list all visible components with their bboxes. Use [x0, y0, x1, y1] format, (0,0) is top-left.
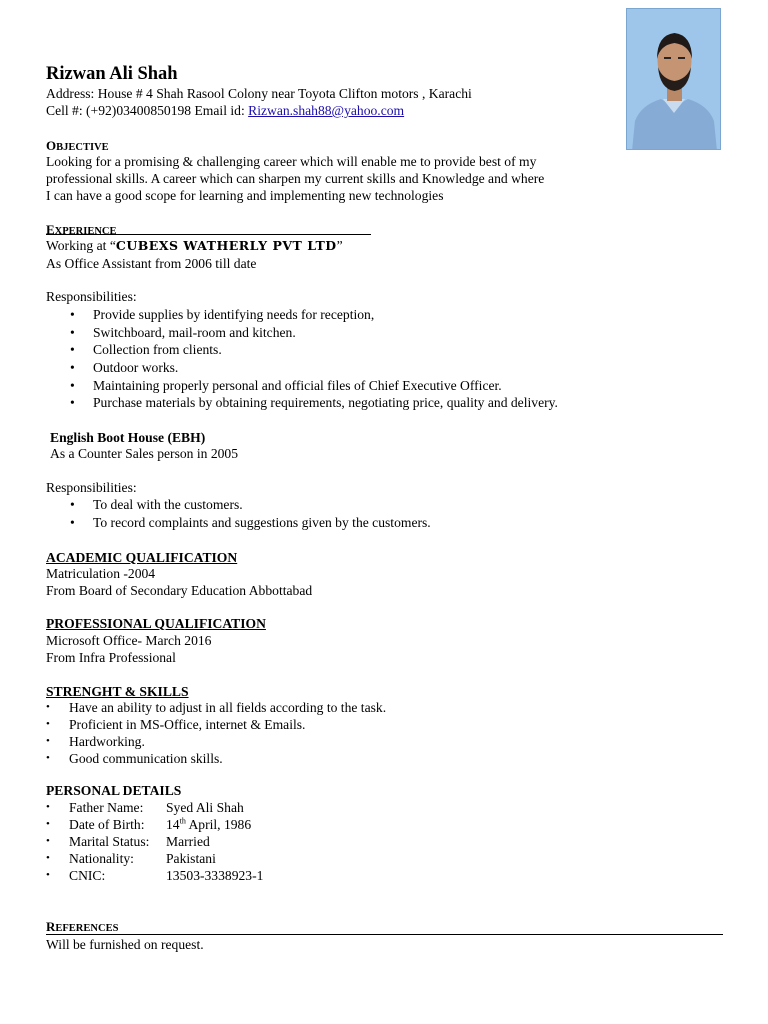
objective-heading: OBJECTIVE [46, 138, 109, 153]
list-item: • Provide supplies by identifying needs for reception, [46, 306, 558, 324]
job2-responsibilities-label: Responsibilities: [46, 480, 137, 495]
list-item: • Collection from clients. [46, 341, 558, 359]
email-link[interactable]: Rizwan.shah88@yahoo.com [248, 103, 405, 118]
list-item: • Father Name: Syed Ali Shah [46, 799, 263, 816]
list-item: • Switchboard, mail-room and kitchen. [46, 324, 558, 342]
professional-heading: PROFESSIONAL QUALIFICATION [46, 616, 266, 631]
list-item: • Have an ability to adjust in all fields according to the task. [46, 699, 386, 716]
list-item: • Purchase materials by obtaining requirements, negotiating price, quality and delivery. [46, 394, 558, 412]
job2-role: As a Counter Sales person in 2005 [50, 446, 239, 461]
list-item: • To record complaints and suggestions given by the customers. [46, 514, 431, 532]
personal-details-list [46, 799, 263, 884]
job1-working-at: Working at “CUBEXS WATHERLY PVT LTD” [46, 238, 343, 253]
cell-text: Cell #: (+92)03400850198 Email id: [46, 103, 249, 118]
references-text: Will be furnished on request. [46, 937, 204, 952]
list-item: • Outdoor works. [46, 359, 558, 377]
list-item: • Marital Status: Married [46, 833, 263, 850]
job1-responsibilities-label: Responsibilities: [46, 289, 137, 304]
experience-rule [46, 234, 371, 235]
job1-company: CUBEXS WATHERLY PVT LTD [115, 238, 337, 253]
objective-line: Looking for a promising & challenging career which will enable me to provide best of my [46, 154, 537, 169]
academic-line: Matriculation -2004 [46, 566, 156, 581]
references-rule [46, 934, 723, 935]
objective-line: professional skills. A career which can sharpen my current skills and Knowledge and where [46, 171, 545, 186]
list-item: • To deal with the customers. [46, 496, 431, 514]
references-heading: REFERENCES [46, 919, 119, 934]
academic-heading: ACADEMIC QUALIFICATION [46, 550, 238, 565]
person-portrait-icon [627, 9, 721, 150]
candidate-name: Rizwan Ali Shah [46, 64, 178, 84]
list-item: • Maintaining properly personal and official files of Chief Executive Officer. [46, 377, 558, 395]
job1-role: As Office Assistant from 2006 till date [46, 256, 257, 271]
objective-line: I can have a good scope for learning and implementing new technologies [46, 188, 444, 203]
job2-responsibilities-list [46, 496, 431, 531]
list-item: • CNIC: 13503-3338923-1 [46, 867, 263, 884]
contact-line [46, 102, 404, 119]
professional-line: From Infra Professional [46, 650, 176, 665]
list-item: • Date of Birth: 14th April, 1986 [46, 816, 263, 833]
academic-line: From Board of Secondary Education Abbottabad [46, 583, 313, 598]
skills-list [46, 699, 386, 767]
list-item: • Hardworking. [46, 733, 386, 750]
profile-photo [626, 8, 721, 150]
experience-heading: EXPERIENCE [46, 222, 117, 237]
address-line: Address: House # 4 Shah Rasool Colony near Toyota Clifton motors , Karachi [46, 86, 472, 101]
list-item: • Good communication skills. [46, 750, 386, 767]
job2-company: English Boot House (EBH) [50, 430, 206, 445]
skills-heading: STRENGHT & SKILLS [46, 684, 189, 699]
job1-responsibilities-list [46, 306, 558, 412]
list-item: • Proficient in MS-Office, internet & Emails. [46, 716, 386, 733]
list-item: • Nationality: Pakistani [46, 850, 263, 867]
professional-line: Microsoft Office- March 2016 [46, 633, 212, 648]
personal-heading: PERSONAL DETAILS [46, 783, 182, 798]
